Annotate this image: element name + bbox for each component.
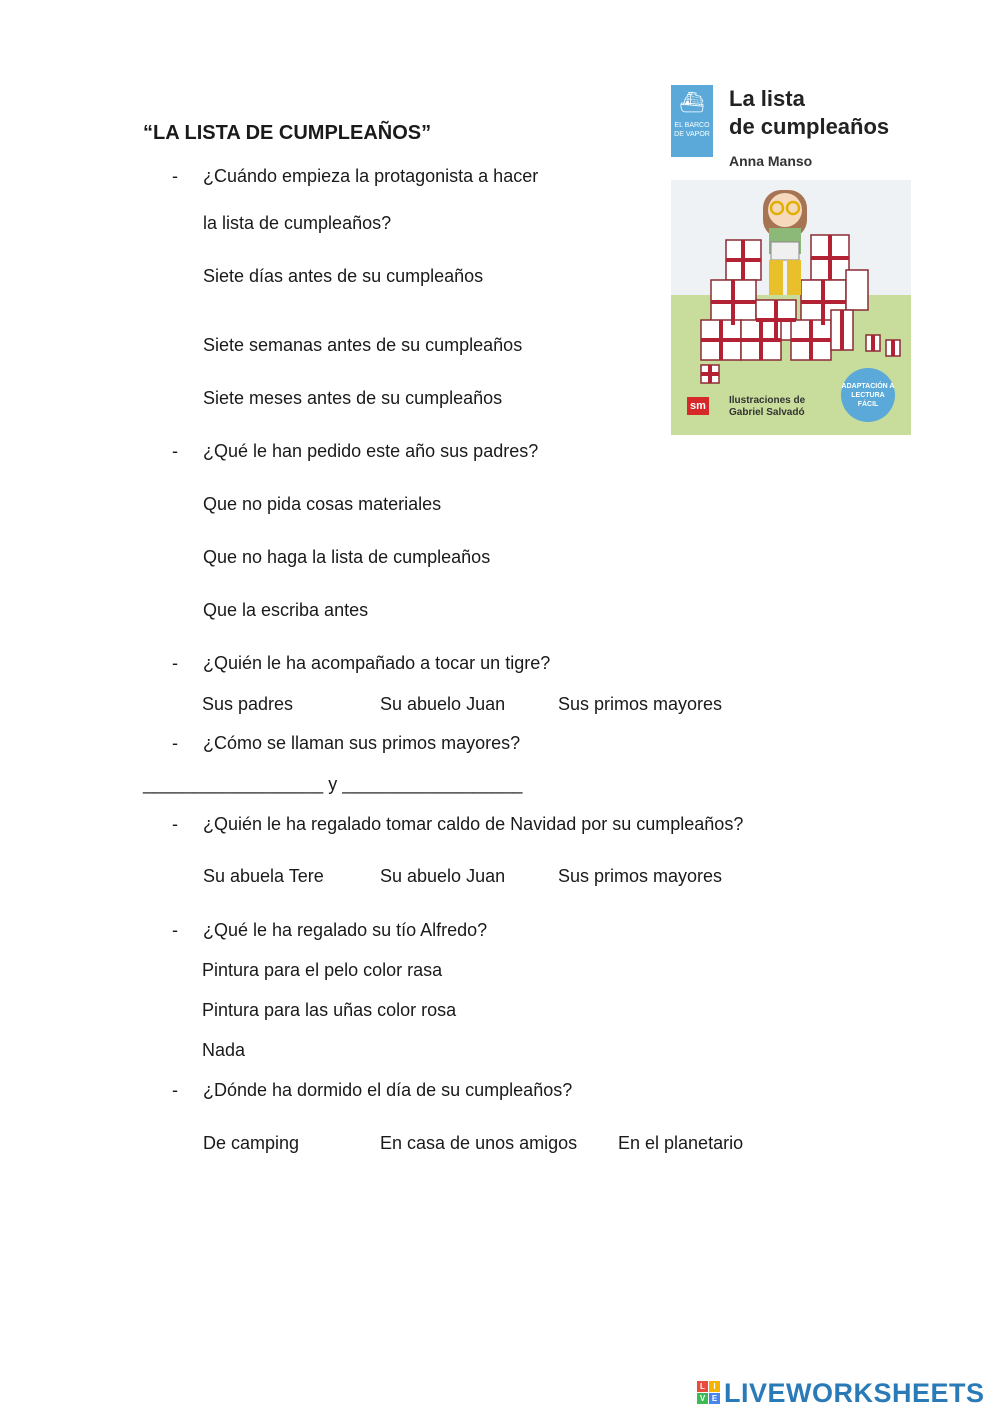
q6-option-2[interactable]: Pintura para las uñas color rosa [202,1000,457,1020]
worksheet-title: “LA LISTA DE CUMPLEAÑOS” [143,122,432,144]
bullet-dash: - [172,814,178,834]
question-6: ¿Qué le ha regalado su tío Alfredo? [203,920,488,940]
logo-mark-i: I [709,1381,720,1392]
q2-option-3[interactable]: Que la escriba antes [203,600,369,620]
question-2: ¿Qué le han pedido este año sus padres? [203,441,539,461]
q4-answer-blanks[interactable]: __________________ y __________________ [143,774,523,794]
logo-mark-l: L [697,1381,708,1392]
liveworksheets-logo [697,1378,985,1408]
q7-option-1[interactable]: De camping [203,1133,300,1153]
cover-title-line-1: La lista [729,86,805,111]
q5-option-3[interactable]: Sus primos mayores [558,866,723,886]
question-5: ¿Quién le ha regalado tomar caldo de Navidad por su cumpleaños? [203,814,744,834]
easy-reading-badge: ADAPTACIÓN A LECTURA FÁCIL [841,368,895,422]
q5-option-1[interactable]: Su abuela Tere [203,866,324,886]
cover-author: Anna Manso [729,153,813,169]
question-7: ¿Dónde ha dormido el día de su cumpleaños? [203,1080,573,1100]
publisher-logo: sm [687,397,709,415]
q3-option-2[interactable]: Su abuelo Juan [380,694,506,714]
logo-mark-e: E [709,1393,720,1404]
liveworksheets-logo-text: LIVEWORKSHEETS [724,1377,985,1408]
series-label: EL BARCO DE VAPOR [674,122,710,138]
ship-icon: ⛴ [679,92,705,114]
question-1-line-1: ¿Cuándo empieza la protagonista a hacer [203,166,539,186]
q6-option-3[interactable]: Nada [202,1040,246,1060]
q5-option-2[interactable]: Su abuelo Juan [380,866,506,886]
bullet-dash: - [172,441,178,461]
q7-option-2[interactable]: En casa de unos amigos [380,1133,578,1153]
question-3: ¿Quién le ha acompañado a tocar un tigre? [203,653,551,673]
bullet-dash: - [172,733,178,753]
logo-mark-v: V [697,1393,708,1404]
q3-option-1[interactable]: Sus padres [202,694,294,714]
q3-option-3[interactable]: Sus primos mayores [558,694,723,714]
q1-option-2[interactable]: Siete semanas antes de su cumpleaños [203,335,523,355]
question-4: ¿Cómo se llaman sus primos mayores? [203,733,521,753]
q1-option-1[interactable]: Siete días antes de su cumpleaños [203,266,484,286]
q2-option-1[interactable]: Que no pida cosas materiales [203,494,442,514]
bullet-dash: - [172,166,178,186]
question-1-line-2: la lista de cumpleaños? [203,213,392,233]
cover-title [729,85,889,141]
bullet-dash: - [172,1080,178,1100]
q2-option-2[interactable]: Que no haga la lista de cumpleaños [203,547,491,567]
cover-title-line-2: de cumpleaños [729,114,890,139]
q7-option-3[interactable]: En el planetario [618,1133,744,1153]
bullet-dash: - [172,653,178,673]
book-cover [671,85,911,435]
series-badge [671,85,713,157]
liveworksheets-logo-icon [697,1381,721,1405]
cover-illustrator: Ilustraciones de Gabriel Salvadó [729,395,806,418]
q1-option-3[interactable]: Siete meses antes de su cumpleaños [203,388,503,408]
q6-option-1[interactable]: Pintura para el pelo color rasa [202,960,443,980]
bullet-dash: - [172,920,178,940]
